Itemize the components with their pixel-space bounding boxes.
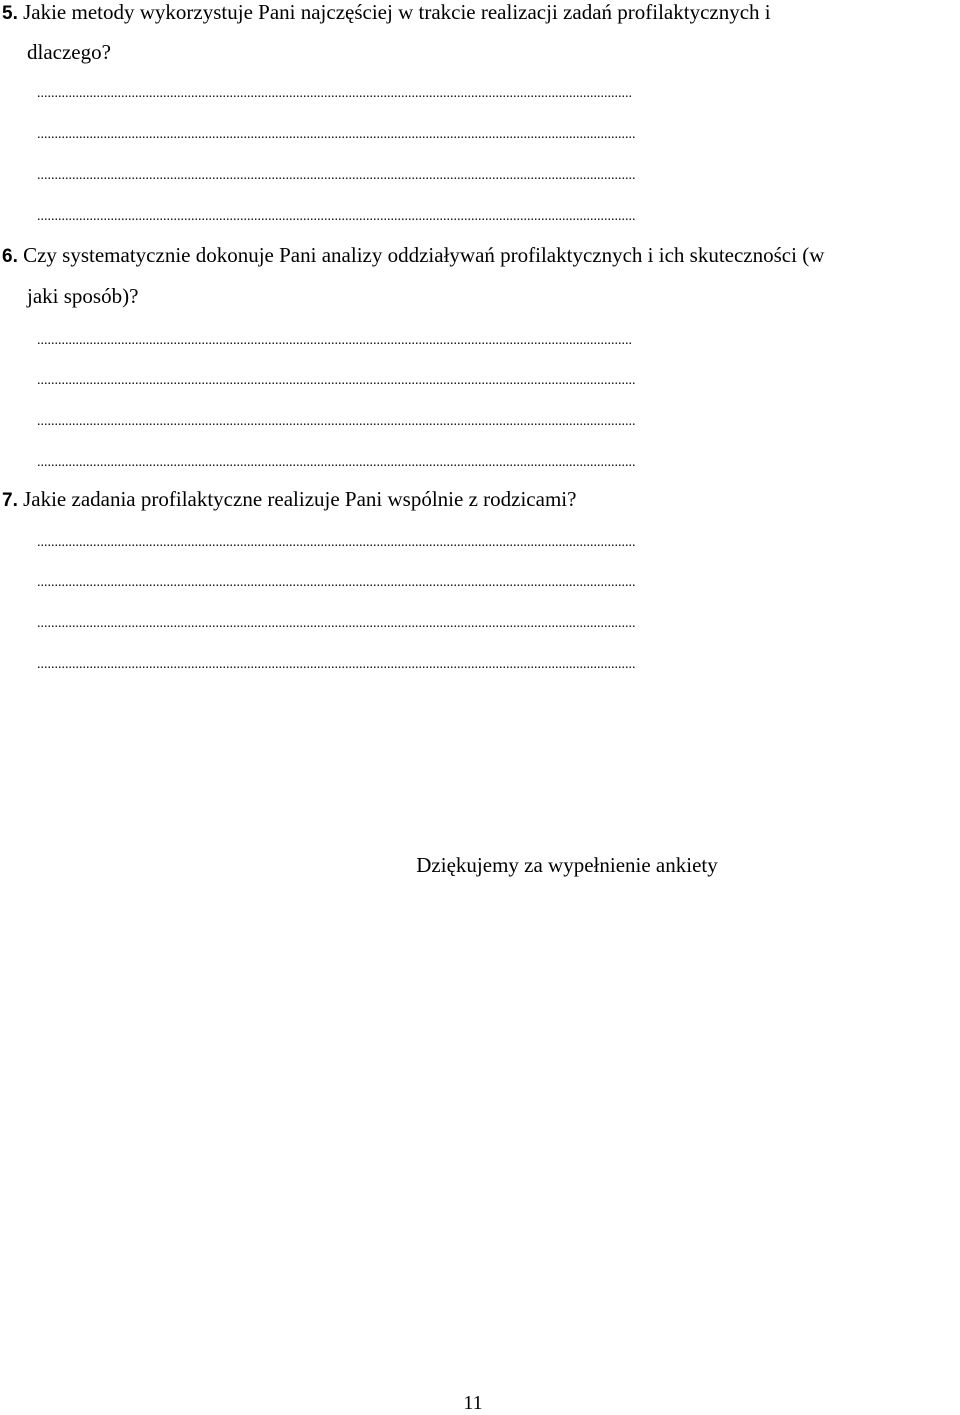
answer-line: ........................................................................................................................................................................... bbox=[37, 657, 636, 672]
answer-line: ........................................................................................................................................................................... bbox=[37, 616, 636, 631]
answer-line: ........................................................................................................................................................................... bbox=[37, 168, 636, 183]
question-5-number: 5. bbox=[2, 3, 18, 24]
question-5 bbox=[2, 0, 771, 26]
question-6-number: 6. bbox=[2, 246, 18, 267]
question-5-text-continued: dlaczego? bbox=[27, 40, 111, 64]
page-number: 11 bbox=[463, 1392, 483, 1414]
question-7 bbox=[2, 487, 576, 513]
answer-line: ........................................................................................................................................................................... bbox=[37, 414, 636, 429]
answer-line: .......................................................................................................................................................................... bbox=[37, 333, 632, 348]
answer-line: .......................................................................................................................................................................... bbox=[37, 86, 632, 101]
question-6-text: Czy systematycznie dokonuje Pani analizy oddziaływań profilaktycznych i ich skuteczności (w bbox=[23, 243, 825, 267]
answer-line: ........................................................................................................................................................................... bbox=[37, 373, 636, 388]
closing-text: Dziękujemy za wypełnienie ankiety bbox=[416, 853, 718, 877]
answer-line: ........................................................................................................................................................................... bbox=[37, 127, 636, 142]
question-7-number: 7. bbox=[2, 490, 18, 511]
question-7-text: Jakie zadania profilaktyczne realizuje Pani wspólnie z rodzicami? bbox=[23, 487, 577, 511]
question-5-text: Jakie metody wykorzystuje Pani najczęściej w trakcie realizacji zadań profilaktycznych i bbox=[23, 0, 771, 24]
question-6-text-continued: jaki sposób)? bbox=[27, 284, 139, 308]
answer-line: ........................................................................................................................................................................... bbox=[37, 455, 636, 470]
question-6 bbox=[2, 243, 824, 269]
answer-line: ........................................................................................................................................................................... bbox=[37, 575, 636, 590]
answer-line: ........................................................................................................................................................................... bbox=[37, 209, 636, 224]
answer-line: ........................................................................................................................................................................... bbox=[37, 535, 636, 550]
